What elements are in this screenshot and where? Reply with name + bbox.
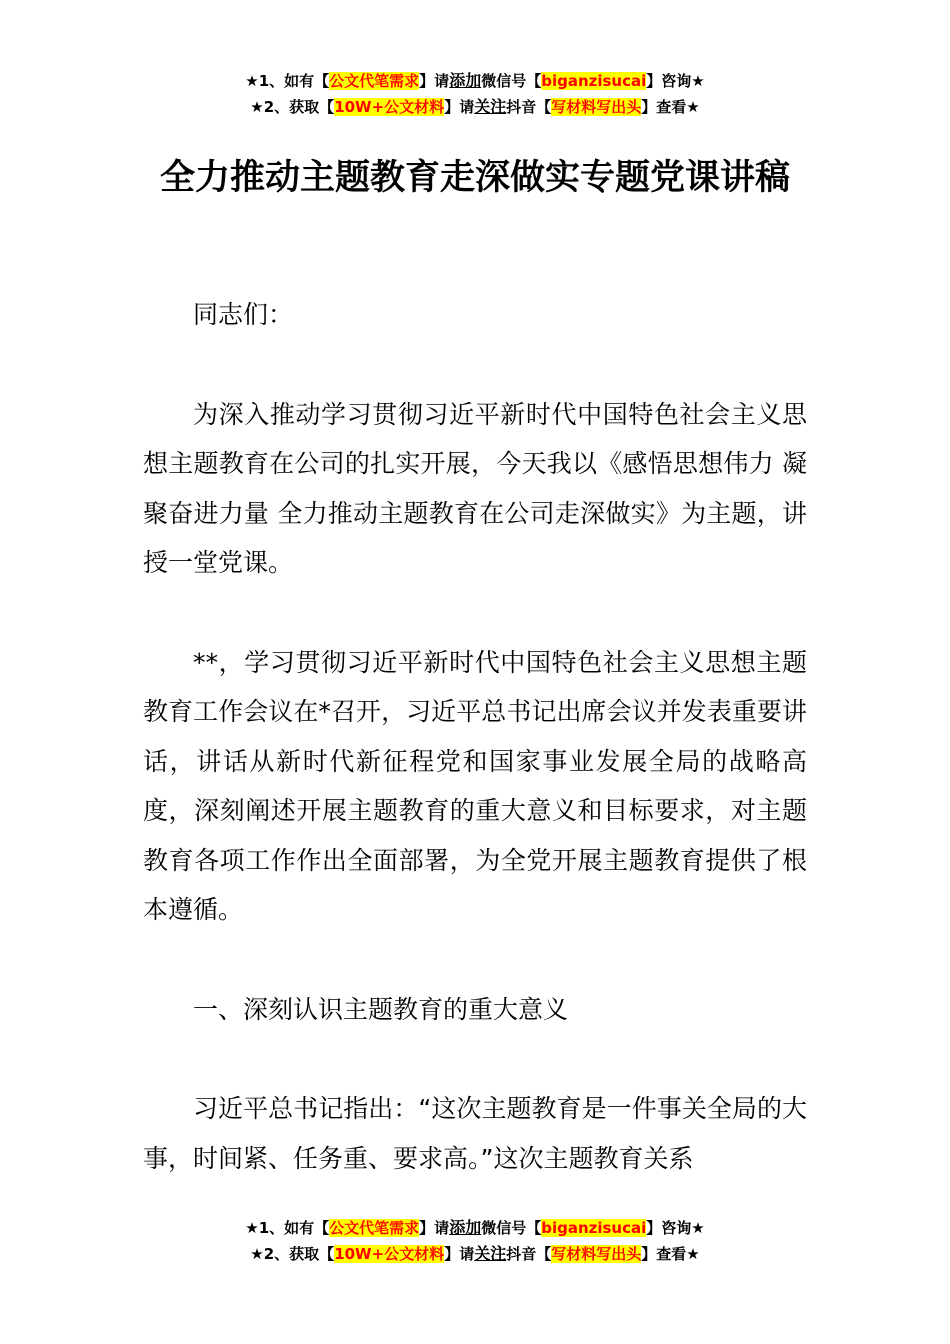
ad-text: 】查看★ bbox=[641, 98, 700, 116]
ad-text: 抖音【 bbox=[506, 98, 552, 116]
ad-text: 】请 bbox=[444, 1245, 475, 1263]
ad-text: 】咨询★ bbox=[646, 1219, 705, 1237]
footer-ad-line-1 bbox=[0, 1215, 950, 1241]
ad-highlight: 公文代笔需求 bbox=[329, 1219, 420, 1237]
ad-underlined-text: 添加 bbox=[449, 1218, 482, 1237]
ad-highlight-douyin-id: 写材料写出头 bbox=[551, 98, 642, 116]
body-paragraph: **，学习贯彻习近平新时代中国特色社会主义思想主题教育工作会议在*召开，习近平总书记出席会议并发表重要讲话，讲话从新时代新征程党和国家事业发展全局的战略高度，深刻阐述开展主题教育的重大意义和目标要求，对主题教育各项工作作出全面部署，为全党开展主题教育提供了根本遵循。 bbox=[143, 647, 807, 924]
header-ad-line-1 bbox=[0, 68, 950, 94]
document-title: 全力推动主题教育走深做实专题党课讲稿 bbox=[159, 158, 790, 198]
ad-highlight: 10W+公文材料 bbox=[334, 98, 445, 116]
footer-ad-line-2 bbox=[0, 1241, 950, 1267]
ad-text: ★1、如有【 bbox=[245, 72, 330, 90]
paragraph-gap bbox=[143, 935, 807, 985]
header-ad-line-2 bbox=[0, 94, 950, 120]
ad-text: 微信号【 bbox=[481, 72, 542, 90]
ad-text: ★2、获取【 bbox=[250, 98, 335, 116]
ad-highlight-wechat-id: biganzisucai bbox=[541, 1219, 647, 1237]
ad-text: ★2、获取【 bbox=[250, 1245, 335, 1263]
paragraph-gap bbox=[143, 588, 807, 638]
ad-text: 】请 bbox=[419, 72, 450, 90]
ad-text: 】咨询★ bbox=[646, 72, 705, 90]
ad-highlight: 公文代笔需求 bbox=[329, 72, 420, 90]
ad-highlight-douyin-id: 写材料写出头 bbox=[551, 1245, 642, 1263]
ad-text: 】查看★ bbox=[641, 1245, 700, 1263]
ad-underlined-text: 添加 bbox=[449, 71, 482, 90]
ad-underlined-text: 关注 bbox=[474, 97, 507, 116]
ad-underlined-text: 关注 bbox=[474, 1244, 507, 1263]
ad-text: 微信号【 bbox=[481, 1219, 542, 1237]
body-paragraph: 习近平总书记指出：“这次主题教育是一件事关全局的大事，时间紧、任务重、要求高。”这次主题教育关系 bbox=[143, 1094, 807, 1173]
ad-highlight: 10W+公文材料 bbox=[334, 1245, 445, 1263]
paragraph-gap bbox=[143, 340, 807, 390]
ad-text: 抖音【 bbox=[506, 1245, 552, 1263]
section-heading: 一、深刻认识主题教育的重大意义 bbox=[193, 994, 569, 1024]
ad-text: 】请 bbox=[444, 98, 475, 116]
body-paragraph: 为深入推动学习贯彻习近平新时代中国特色社会主义思想主题教育在公司的扎实开展，今天我以《感悟思想伟力 凝聚奋进力量 全力推动主题教育在公司走深做实》为主题，讲授一堂党课。 bbox=[143, 399, 807, 577]
paragraph-gap bbox=[143, 1034, 807, 1084]
ad-text: ★1、如有【 bbox=[245, 1219, 330, 1237]
header-ad bbox=[0, 68, 950, 120]
document-body bbox=[143, 290, 807, 1183]
salutation: 同志们： bbox=[193, 300, 294, 329]
ad-text: 】请 bbox=[419, 1219, 450, 1237]
ad-highlight-wechat-id: biganzisucai bbox=[541, 72, 647, 90]
footer-ad bbox=[0, 1215, 950, 1267]
